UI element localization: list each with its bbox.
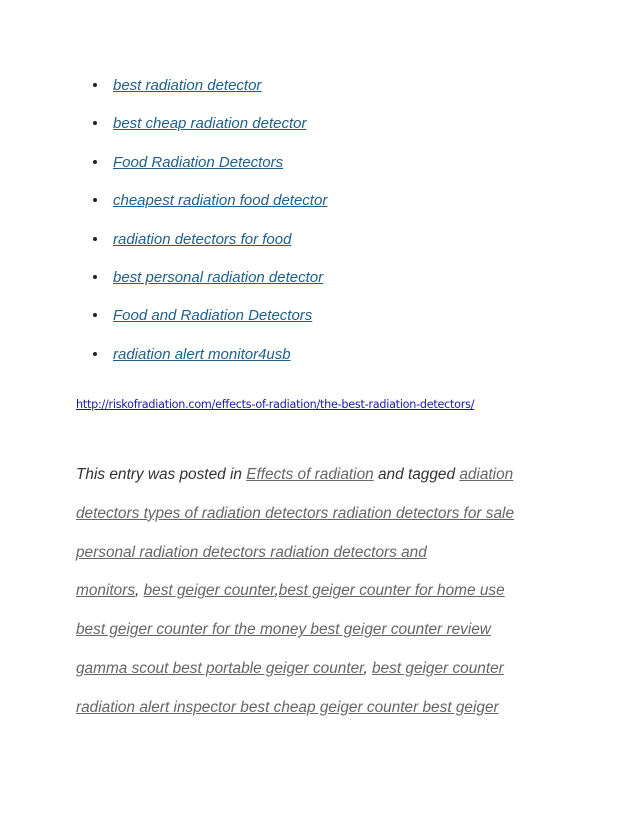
tag-link-1[interactable]: adiation — [459, 466, 514, 483]
tag-link-1[interactable]: personal radiation detectors radiation detectors and — [76, 543, 427, 561]
tag-separator: , — [135, 582, 144, 600]
entry-line — [76, 697, 576, 736]
bullet-icon — [93, 160, 97, 164]
tag-link-4[interactable]: radiation alert inspector best cheap geiger counter best geiger — [76, 698, 499, 716]
link-best-radiation-detector[interactable]: best radiation detector — [113, 77, 262, 94]
link-best-cheap-radiation-detector[interactable]: best cheap radiation detector — [113, 115, 307, 133]
bullet-icon — [93, 352, 97, 356]
link-food-and-radiation-detectors[interactable]: Food and Radiation Detectors — [113, 307, 313, 325]
link-food-radiation-detectors[interactable]: Food Radiation Detectors — [113, 153, 284, 171]
entry-meta — [76, 464, 576, 736]
tag-link-3[interactable]: gamma scout best portable geiger counter — [76, 659, 364, 677]
entry-line — [76, 542, 576, 581]
tag-separator: , — [274, 582, 279, 600]
tag-link-3[interactable]: best geiger counter for the money best geiger counter review — [76, 621, 491, 639]
entry-line — [76, 464, 576, 503]
bullet-icon — [93, 275, 97, 279]
tag-link-1[interactable]: monitors — [76, 582, 136, 600]
link-cheapest-radiation-food-detector[interactable]: cheapest radiation food detector — [113, 192, 328, 210]
tag-link-3[interactable]: best geiger counter for home use — [278, 582, 505, 600]
bullet-icon — [93, 121, 97, 125]
tag-link-4[interactable]: best geiger counter — [372, 659, 504, 677]
tagged-text: and tagged — [373, 466, 460, 483]
source-url-link[interactable]: http://riskofradiation.com/effects-of-radiation/the-best-radiation-detectors/ — [76, 398, 475, 411]
entry-line — [76, 619, 576, 658]
tag-separator: , — [363, 659, 373, 677]
link-radiation-detectors-for-food[interactable]: radiation detectors for food — [113, 230, 292, 248]
tag-link-2[interactable]: best geiger counter — [143, 582, 275, 600]
link-best-personal-radiation-detector[interactable]: best personal radiation detector — [113, 268, 324, 286]
entry-line — [76, 580, 576, 619]
tag-link-1[interactable]: detectors types of radiation detectors radiation detectors for sale — [76, 504, 515, 522]
entry-line — [76, 503, 576, 542]
link-radiation-alert-monitor4usb[interactable]: radiation alert monitor4usb — [113, 345, 291, 363]
bullet-icon — [93, 198, 97, 202]
category-link[interactable]: Effects of radiation — [246, 466, 374, 483]
entry-prefix: This entry was posted in — [76, 466, 247, 483]
entry-line — [76, 658, 576, 697]
bullet-icon — [93, 83, 97, 87]
bullet-icon — [93, 313, 97, 317]
bullet-icon — [93, 237, 97, 241]
